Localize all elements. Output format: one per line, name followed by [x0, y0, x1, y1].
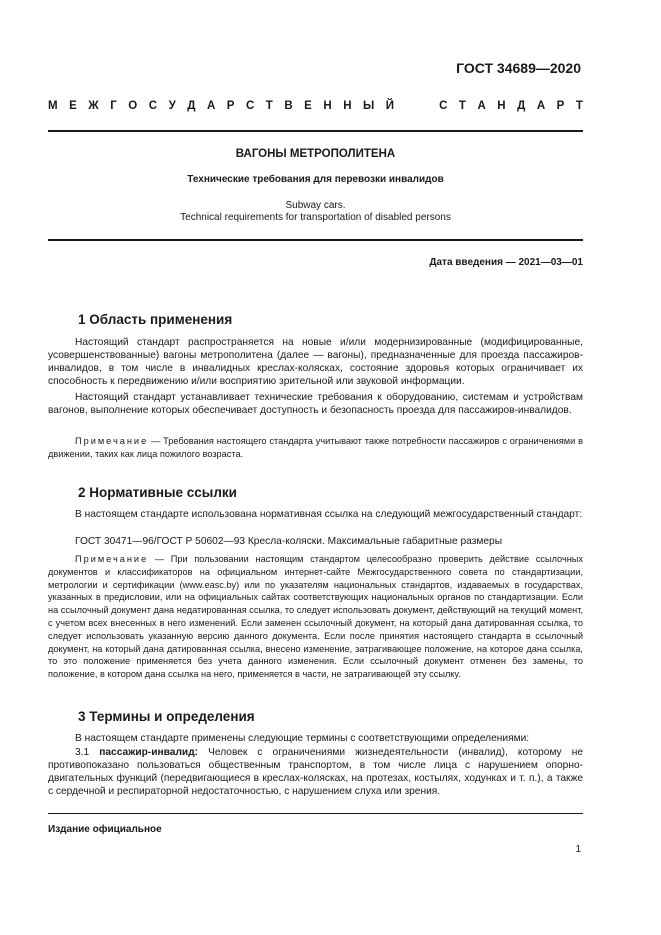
introduction-date: Дата введения — 2021—03—01 [429, 257, 583, 268]
term-number: 3.1 [75, 747, 100, 758]
section-2-heading: 2 Нормативные ссылки [78, 485, 237, 500]
section-3-heading: 3 Термины и определения [78, 709, 255, 724]
note-text: — При пользовании настоящим стандартом целесообразно проверить действие ссылочных документов и классификаторов на официальном интернет-сайте Межгосударственного совета по стандартизации, метрологии и сертификации (www.easc.by) или по указателям национальных стандартов, издаваемых в государствах, указанных в предисловии, или на официальных сайтах соответствующих национальных органов по стандартизации. Если на ссылочный документ дана недатированная ссылка, то следует использовать документ, действующий на текущий момент, с учетом всех внесенных в него изменений. Если заменен ссылочный документ, на который дана датированная ссылка, то следует использовать указанную версию данного документа. Если после принятия настоящего стандарта в ссылочный документ, на который дана датированная ссылка, внесено изменение, затрагивающее положение, на которое дана ссылка, то это положение применяется без учета данного изменения. Если ссылочный документ отменен без замены, то положение, в котором дана ссылка на него, применяется в части, не затрагивающей эту ссылку. [48, 554, 583, 680]
banner-letter: Т [458, 100, 466, 112]
document-title-ru: ВАГОНЫ МЕТРОПОЛИТЕНА [235, 148, 396, 160]
divider-top [48, 130, 583, 132]
note-label: Примечание [75, 554, 149, 564]
note-label: Примечание [75, 436, 149, 446]
banner-letter: М [48, 100, 58, 112]
banner-letter: У [168, 100, 176, 112]
banner-letter: Ы [363, 100, 375, 112]
banner-letter: Т [265, 100, 273, 112]
banner-letter: Т [575, 100, 583, 112]
section-1-note [48, 435, 583, 461]
standard-number: ГОСТ 34689—2020 [456, 60, 581, 76]
divider-title [48, 239, 583, 241]
banner-letter: Й [385, 100, 395, 112]
section-1-paragraph-1: Настоящий стандарт распространяется на новые и/или модернизированные (модифицированные, усовершенствованные) вагоны метрополитена (далее — вагоны), предназначенные для проезда пассажиров-инвалидов, в том числе в инвалидных креслах-колясках, состояние здоровья которых ограничивает их способность к передвижению и/или восприятию зрительной или звуковой информации. [48, 337, 583, 387]
banner-letter: Д [517, 100, 526, 112]
section-1-heading: 1 Область применения [78, 312, 233, 327]
banner-letter: Р [556, 100, 565, 112]
banner-letter: Н [323, 100, 332, 112]
note-text: — Требования настоящего стандарта учитывают также потребности пассажиров с ограничениями в движении, таких как лица пожилого возраста. [48, 436, 583, 459]
term-text: Человек с ограничениями жизнедеятельности (инвалид), которому не противопоказано пользоваться общественным транспортом, в том числе лица с нарушением опорно-двигательных функций (передвигающиеся в креслах-колясках, на протезах, костылях, ходунках и т. п.), а также с сердечной и респираторной недостаточностью, с нарушением слуха или зрения. [48, 747, 583, 797]
banner-letter: Р [226, 100, 235, 112]
term-name: пассажир-инвалид: [99, 747, 199, 758]
document-subtitle-en: Technical requirements for transportation of disabled persons [180, 212, 451, 223]
banner-letter: Ж [88, 100, 99, 112]
page-number: 1 [575, 844, 581, 855]
banner-word-gap [406, 100, 428, 112]
banner-letter: А [206, 100, 216, 112]
section-2-paragraph-1: В настоящем стандарте использована нормативная ссылка на следующий межгосударственный стандарт: [75, 509, 583, 520]
document-subtitle-ru: Технические требования для перевозки инвалидов [187, 174, 444, 185]
banner-letter: А [536, 100, 546, 112]
section-1-paragraph-2: Настоящий стандарт устанавливает технические требования к оборудованию, системам и устройствам вагонов, выполнение которых обеспечивает доступность и безопасность проезда для пассажиров-инвалидов. [48, 392, 583, 416]
banner-letter: С [148, 100, 158, 112]
banner-letter: А [477, 100, 486, 112]
banner-letter: О [128, 100, 138, 112]
document-title-en: Subway cars. [285, 200, 346, 211]
interstate-standard-banner [48, 100, 583, 112]
section-3-term-definition [48, 746, 583, 798]
banner-letter: Г [110, 100, 117, 112]
divider-footer [48, 813, 583, 814]
official-edition-label: Издание официальное [48, 824, 162, 835]
banner-letter: Н [497, 100, 506, 112]
banner-letter: Д [187, 100, 196, 112]
banner-letter: Е [69, 100, 77, 112]
banner-letter: Н [343, 100, 352, 112]
section-3-paragraph-1: В настоящем стандарте применены следующие термины с соответствующими определениями: [75, 733, 530, 744]
banner-letter: Е [304, 100, 312, 112]
section-2-note [48, 553, 583, 681]
banner-letter: С [439, 100, 448, 112]
banner-letter: С [245, 100, 255, 112]
banner-letter: В [284, 100, 293, 112]
section-2-reference: ГОСТ 30471—96/ГОСТ Р 50602—93 Кресла-коляски. Максимальные габаритные размеры [75, 536, 503, 547]
